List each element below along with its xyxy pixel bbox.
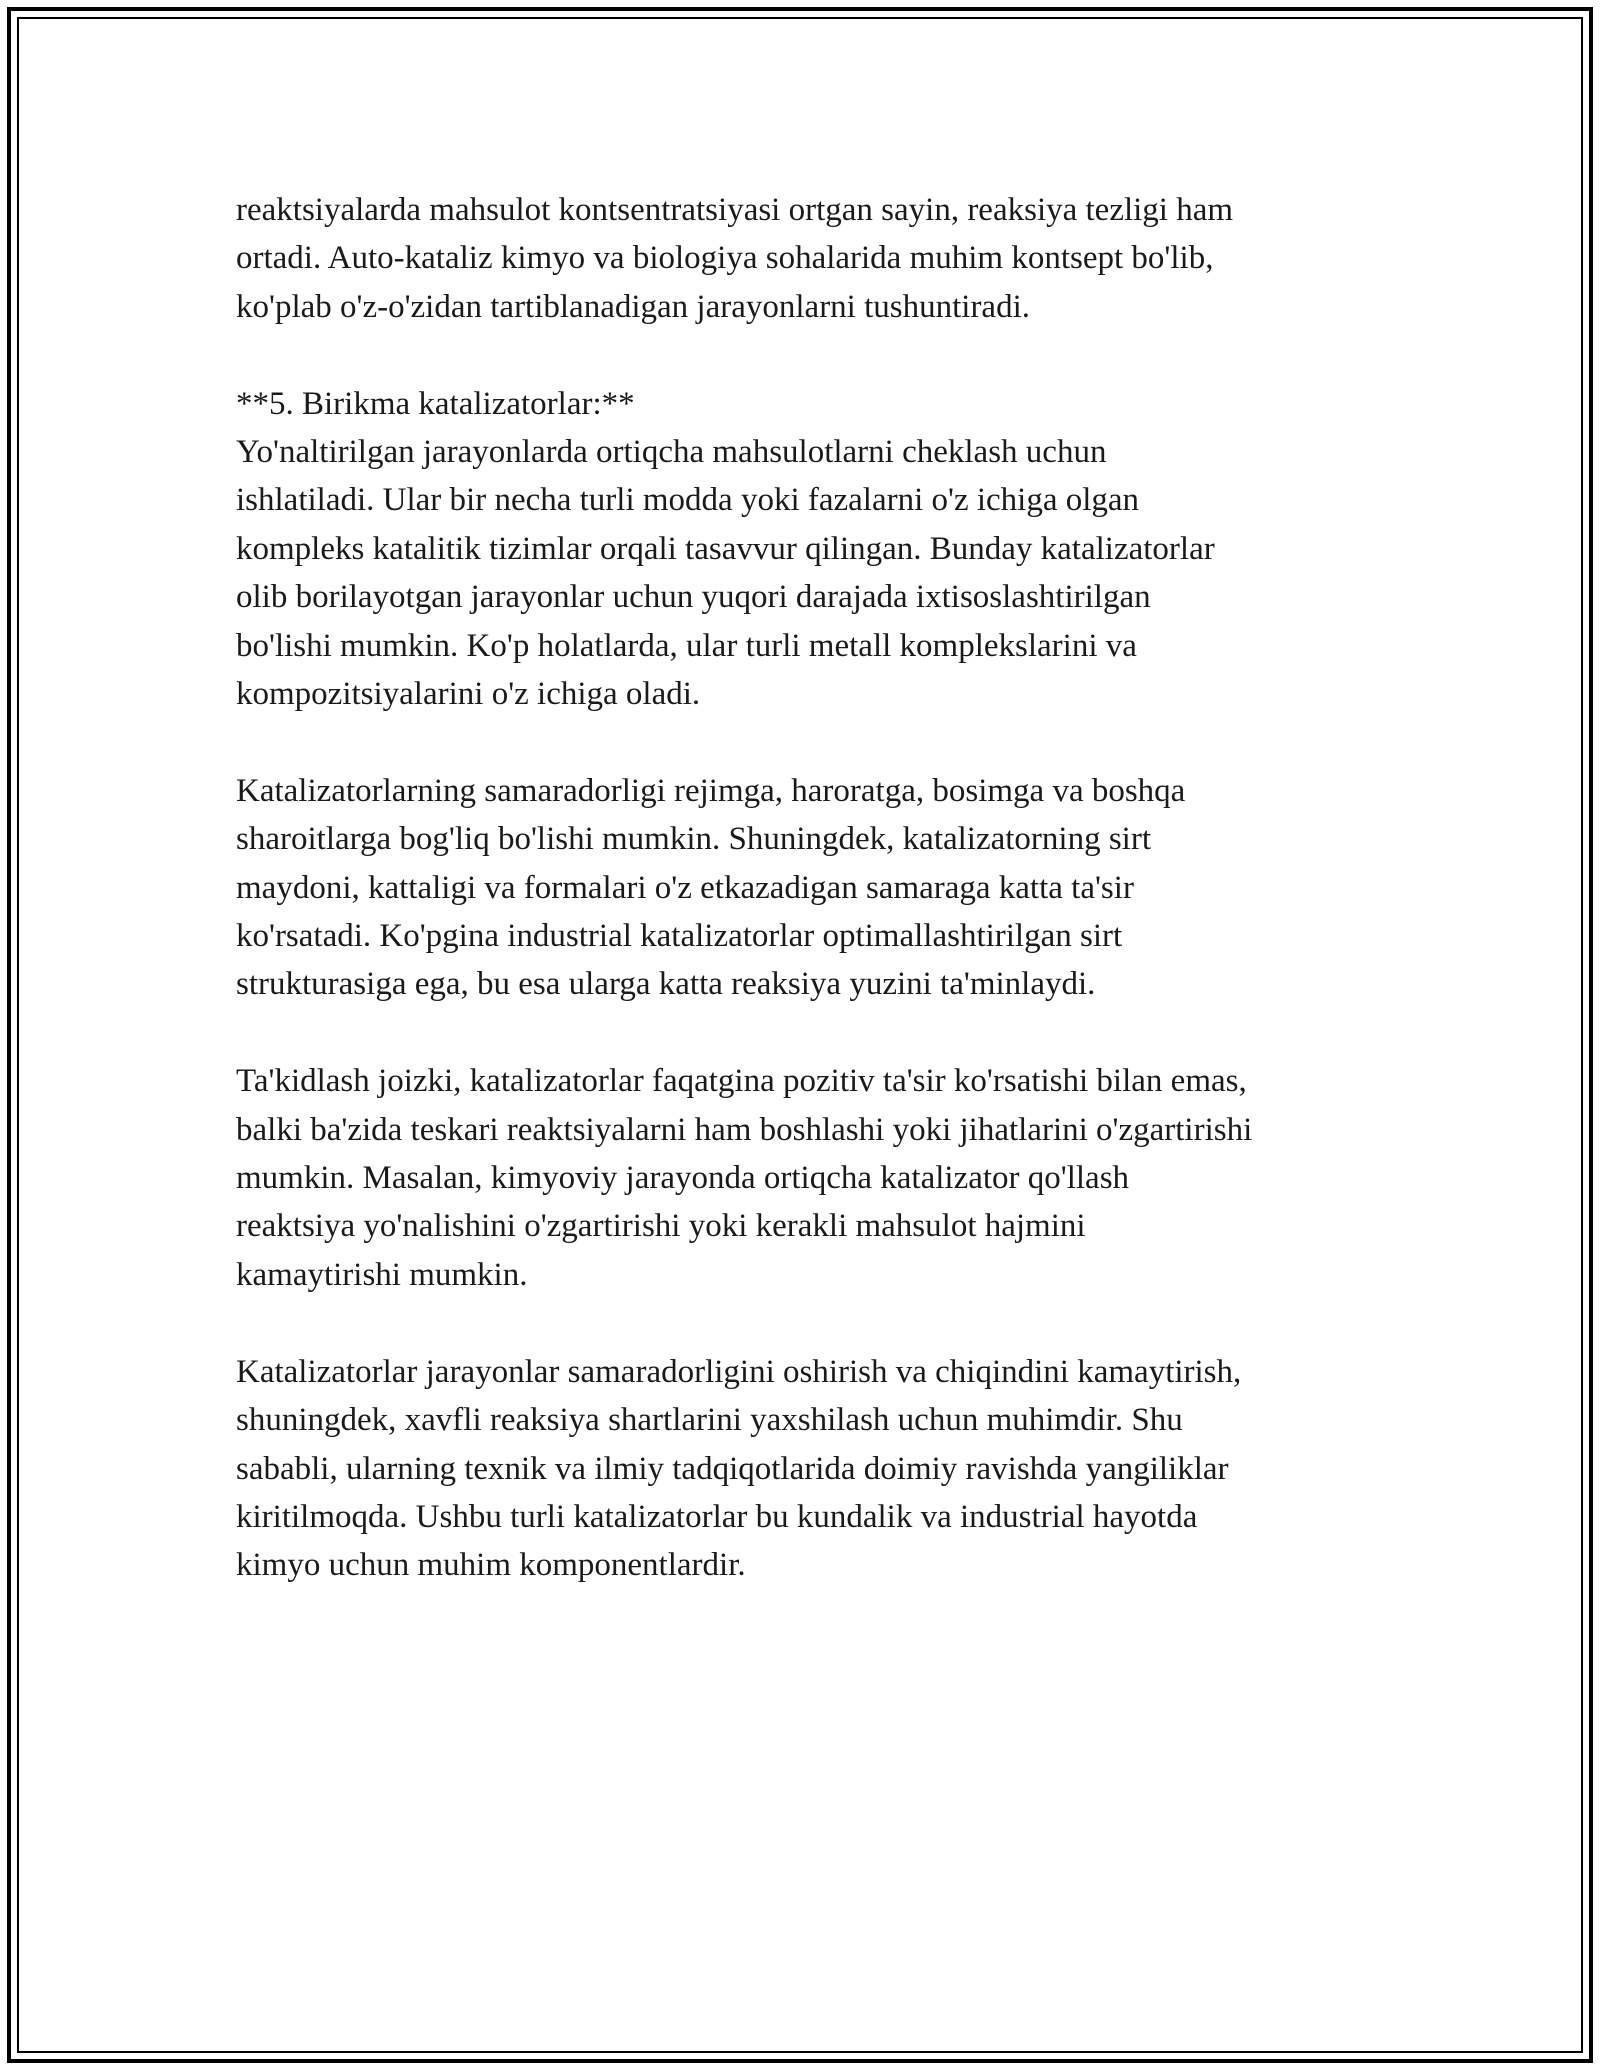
paragraph-compound-catalysts [236,380,1406,719]
document-body [236,186,1406,1638]
text-line: olib borilayotgan jarayonlar uchun yuqori darajada ixtisoslashtirilgan [236,579,1151,616]
text-line: ko'rsatadi. Ko'pgina industrial katalizatorlar optimallashtirilgan sirt [236,918,1123,955]
text-line: kompozitsiyalarini o'z ichiga oladi. [236,676,701,713]
text-line: mumkin. Masalan, kimyoviy jarayonda ortiqcha katalizator qo'llash [236,1160,1130,1197]
text-line: sharoitlarga bog'liq bo'lishi mumkin. Shuningdek, katalizatorning sirt [236,821,1152,858]
text-line: Yo'naltirilgan jarayonlarda ortiqcha mahsulotlarni cheklash uchun [236,434,1107,471]
paragraph-conclusion [236,1348,1406,1590]
text-line: kompleks katalitik tizimlar orqali tasavvur qilingan. Bunday katalizatorlar [236,530,1215,567]
text-line: ko'plab o'z-o'zidan tartiblanadigan jarayonlarni tushuntiradi. [236,288,1030,325]
text-line: Katalizatorlarning samaradorligi rejimga, haroratga, bosimga va boshqa [236,772,1186,809]
text-line: balki ba'zida teskari reaktsiyalarni ham boshlashi yoki jihatlarini o'zgartirishi [236,1111,1253,1148]
paragraph-side-effects [236,1057,1406,1299]
text-line: maydoni, kattaligi va formalari o'z etkazadigan samaraga katta ta'sir [236,869,1134,906]
text-line: strukturasiga ega, bu esa ularga katta reaksiya yuzini ta'minlaydi. [236,966,1096,1003]
text-line: kimyo uchun muhim komponentlardir. [236,1547,746,1584]
text-line: reaktsiya yo'nalishini o'zgartirishi yoki kerakli mahsulot hajmini [236,1208,1086,1245]
text-line: Ta'kidlash joizki, katalizatorlar faqatgina pozitiv ta'sir ko'rsatishi bilan emas, [236,1063,1247,1100]
text-line: Katalizatorlar jarayonlar samaradorligini oshirish va chiqindini kamaytirish, [236,1353,1242,1390]
text-line: ishlatiladi. Ular bir necha turli modda yoki fazalarni o'z ichiga olgan [236,482,1140,519]
text-line: reaktsiyalarda mahsulot kontsentratsiyasi ortgan sayin, reaksiya tezligi ham [236,192,1234,228]
text-line: bo'lishi mumkin. Ko'p holatlarda, ular turli metall komplekslarini va [236,627,1137,664]
text-line: shuningdek, xavfli reaksiya shartlarini yaxshilash uchun muhimdir. Shu [236,1402,1183,1439]
text-line: sababli, ularning texnik va ilmiy tadqiqotlarida doimiy ravishda yangiliklar [236,1450,1229,1487]
paragraph-efficiency [236,767,1406,1009]
text-line: kiritilmoqda. Ushbu turli katalizatorlar bu kundalik va industrial hayotda [236,1498,1198,1535]
section-heading: **5. Birikma katalizatorlar:** [236,385,635,422]
paragraph-autocatalysis [236,186,1406,331]
text-line: kamaytirishi mumkin. [236,1256,528,1293]
text-line: ortadi. Auto-kataliz kimyo va biologiya sohalarida muhim kontsept bo'lib, [236,240,1214,277]
